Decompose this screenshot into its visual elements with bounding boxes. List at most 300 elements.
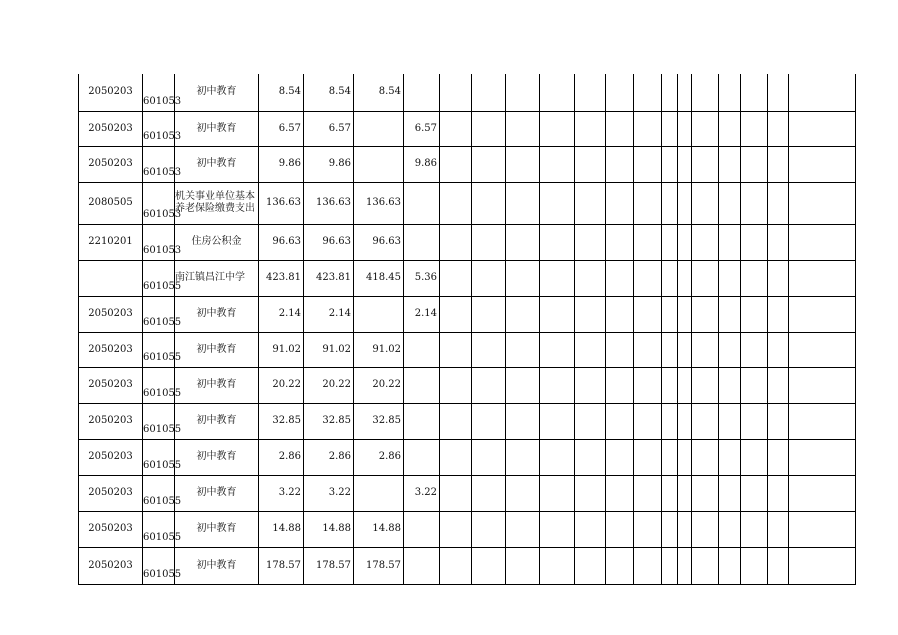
empty-cell xyxy=(719,146,741,182)
empty-cell xyxy=(540,367,575,403)
empty-cell xyxy=(540,182,575,224)
cell-item-name: 机关事业单位基本养老保险缴费支出 xyxy=(175,182,259,224)
empty-cell xyxy=(789,439,856,475)
empty-cell xyxy=(506,224,540,260)
empty-cell xyxy=(472,547,506,584)
empty-cell xyxy=(662,439,678,475)
empty-cell xyxy=(768,511,789,547)
empty-cell xyxy=(662,475,678,511)
cell-col-1: 6.57 xyxy=(304,111,354,146)
empty-cell xyxy=(678,146,692,182)
empty-cell xyxy=(768,403,789,439)
empty-cell xyxy=(606,182,634,224)
empty-cell xyxy=(506,296,540,332)
cell-col-1: 9.86 xyxy=(304,146,354,182)
cell-subject-code: 2050203 xyxy=(79,74,143,111)
empty-cell xyxy=(719,439,741,475)
empty-cell xyxy=(440,475,472,511)
empty-cell xyxy=(678,296,692,332)
empty-cell xyxy=(741,146,768,182)
empty-cell xyxy=(662,511,678,547)
cell-col-1: 91.02 xyxy=(304,332,354,367)
empty-cell xyxy=(692,332,719,367)
empty-cell xyxy=(606,74,634,111)
empty-cell xyxy=(575,296,606,332)
cell-item-name: 初中教育 xyxy=(175,439,259,475)
empty-cell xyxy=(789,182,856,224)
empty-cell xyxy=(440,146,472,182)
cell-total: 14.88 xyxy=(259,511,304,547)
cell-unit-code: 601055 xyxy=(143,403,175,439)
empty-cell xyxy=(634,296,662,332)
empty-cell xyxy=(440,403,472,439)
cell-col-2 xyxy=(354,296,404,332)
empty-cell xyxy=(719,367,741,403)
cell-col-3: 5.36 xyxy=(404,260,440,296)
empty-cell xyxy=(634,511,662,547)
empty-cell xyxy=(741,111,768,146)
empty-cell xyxy=(540,260,575,296)
empty-cell xyxy=(634,547,662,584)
empty-cell xyxy=(606,511,634,547)
empty-cell xyxy=(662,403,678,439)
cell-col-3: 3.22 xyxy=(404,475,440,511)
empty-cell xyxy=(692,475,719,511)
empty-cell xyxy=(575,547,606,584)
empty-cell xyxy=(789,296,856,332)
cell-col-2: 91.02 xyxy=(354,332,404,367)
empty-cell xyxy=(719,475,741,511)
empty-cell xyxy=(662,111,678,146)
empty-cell xyxy=(719,511,741,547)
cell-total: 178.57 xyxy=(259,547,304,584)
table-row xyxy=(79,182,856,224)
cell-total: 2.14 xyxy=(259,296,304,332)
empty-cell xyxy=(472,111,506,146)
empty-cell xyxy=(506,182,540,224)
empty-cell xyxy=(719,111,741,146)
cell-unit-code: 601053 xyxy=(143,74,175,111)
empty-cell xyxy=(719,260,741,296)
cell-col-2: 8.54 xyxy=(354,74,404,111)
empty-cell xyxy=(678,367,692,403)
empty-cell xyxy=(741,367,768,403)
empty-cell xyxy=(768,332,789,367)
empty-cell xyxy=(692,224,719,260)
empty-cell xyxy=(606,367,634,403)
empty-cell xyxy=(768,111,789,146)
cell-subject-code xyxy=(79,260,143,296)
cell-item-name: 初中教育 xyxy=(175,74,259,111)
cell-unit-code: 601055 xyxy=(143,260,175,296)
cell-unit-code: 601053 xyxy=(143,224,175,260)
empty-cell xyxy=(506,367,540,403)
cell-col-3 xyxy=(404,74,440,111)
empty-cell xyxy=(678,182,692,224)
empty-cell xyxy=(540,224,575,260)
empty-cell xyxy=(662,74,678,111)
empty-cell xyxy=(540,547,575,584)
empty-cell xyxy=(719,547,741,584)
empty-cell xyxy=(440,182,472,224)
empty-cell xyxy=(662,224,678,260)
empty-cell xyxy=(692,182,719,224)
empty-cell xyxy=(789,547,856,584)
cell-col-1: 2.86 xyxy=(304,439,354,475)
cell-col-1: 8.54 xyxy=(304,74,354,111)
cell-col-1: 136.63 xyxy=(304,182,354,224)
empty-cell xyxy=(789,74,856,111)
empty-cell xyxy=(606,146,634,182)
empty-cell xyxy=(634,146,662,182)
cell-subject-code: 2050203 xyxy=(79,475,143,511)
cell-col-2: 32.85 xyxy=(354,403,404,439)
empty-cell xyxy=(678,111,692,146)
empty-cell xyxy=(692,511,719,547)
empty-cell xyxy=(440,296,472,332)
cell-total: 2.86 xyxy=(259,439,304,475)
cell-unit-code: 601055 xyxy=(143,511,175,547)
empty-cell xyxy=(768,475,789,511)
empty-cell xyxy=(789,260,856,296)
cell-subject-code: 2050203 xyxy=(79,111,143,146)
cell-col-1: 14.88 xyxy=(304,511,354,547)
empty-cell xyxy=(575,111,606,146)
empty-cell xyxy=(440,111,472,146)
cell-col-3: 6.57 xyxy=(404,111,440,146)
empty-cell xyxy=(440,74,472,111)
empty-cell xyxy=(719,332,741,367)
cell-unit-code: 601053 xyxy=(143,146,175,182)
table-row xyxy=(79,146,856,182)
empty-cell xyxy=(506,332,540,367)
empty-cell xyxy=(472,475,506,511)
empty-cell xyxy=(575,332,606,367)
cell-item-name: 初中教育 xyxy=(175,547,259,584)
table-row xyxy=(79,111,856,146)
empty-cell xyxy=(540,439,575,475)
empty-cell xyxy=(634,182,662,224)
cell-col-1: 423.81 xyxy=(304,260,354,296)
table-row xyxy=(79,296,856,332)
empty-cell xyxy=(768,146,789,182)
empty-cell xyxy=(692,367,719,403)
empty-cell xyxy=(606,403,634,439)
cell-col-3: 2.14 xyxy=(404,296,440,332)
empty-cell xyxy=(540,332,575,367)
empty-cell xyxy=(575,74,606,111)
cell-col-2 xyxy=(354,111,404,146)
cell-subject-code: 2050203 xyxy=(79,439,143,475)
empty-cell xyxy=(719,224,741,260)
cell-col-3 xyxy=(404,511,440,547)
cell-col-2 xyxy=(354,146,404,182)
empty-cell xyxy=(662,146,678,182)
empty-cell xyxy=(472,439,506,475)
cell-item-name: 初中教育 xyxy=(175,296,259,332)
empty-cell xyxy=(472,367,506,403)
empty-cell xyxy=(768,260,789,296)
empty-cell xyxy=(741,511,768,547)
cell-unit-code: 601055 xyxy=(143,367,175,403)
table-row xyxy=(79,224,856,260)
empty-cell xyxy=(741,260,768,296)
cell-item-name: 初中教育 xyxy=(175,367,259,403)
empty-cell xyxy=(768,224,789,260)
cell-col-2: 20.22 xyxy=(354,367,404,403)
empty-cell xyxy=(741,296,768,332)
empty-cell xyxy=(678,332,692,367)
empty-cell xyxy=(506,111,540,146)
cell-item-name: 初中教育 xyxy=(175,511,259,547)
empty-cell xyxy=(741,332,768,367)
table-row xyxy=(79,511,856,547)
cell-total: 136.63 xyxy=(259,182,304,224)
cell-subject-code: 2050203 xyxy=(79,547,143,584)
empty-cell xyxy=(789,146,856,182)
empty-cell xyxy=(789,511,856,547)
cell-subject-code: 2050203 xyxy=(79,296,143,332)
empty-cell xyxy=(472,182,506,224)
empty-cell xyxy=(768,296,789,332)
empty-cell xyxy=(662,547,678,584)
cell-subject-code: 2050203 xyxy=(79,511,143,547)
empty-cell xyxy=(472,260,506,296)
cell-total: 20.22 xyxy=(259,367,304,403)
cell-subject-code: 2050203 xyxy=(79,146,143,182)
empty-cell xyxy=(662,182,678,224)
empty-cell xyxy=(768,182,789,224)
table-row xyxy=(79,439,856,475)
cell-col-1: 96.63 xyxy=(304,224,354,260)
cell-subject-code: 2210201 xyxy=(79,224,143,260)
cell-col-3 xyxy=(404,439,440,475)
cell-total: 96.63 xyxy=(259,224,304,260)
empty-cell xyxy=(692,146,719,182)
empty-cell xyxy=(768,439,789,475)
empty-cell xyxy=(440,511,472,547)
empty-cell xyxy=(506,146,540,182)
cell-subject-code: 2050203 xyxy=(79,403,143,439)
cell-unit-code: 601055 xyxy=(143,332,175,367)
empty-cell xyxy=(662,260,678,296)
empty-cell xyxy=(741,475,768,511)
empty-cell xyxy=(634,224,662,260)
empty-cell xyxy=(692,439,719,475)
cell-col-1: 20.22 xyxy=(304,367,354,403)
cell-item-name: 初中教育 xyxy=(175,475,259,511)
empty-cell xyxy=(741,403,768,439)
cell-item-name: 初中教育 xyxy=(175,403,259,439)
cell-total: 32.85 xyxy=(259,403,304,439)
cell-col-2 xyxy=(354,475,404,511)
empty-cell xyxy=(719,403,741,439)
empty-cell xyxy=(540,74,575,111)
empty-cell xyxy=(440,260,472,296)
empty-cell xyxy=(506,511,540,547)
empty-cell xyxy=(741,182,768,224)
empty-cell xyxy=(440,332,472,367)
empty-cell xyxy=(540,296,575,332)
cell-unit-code: 601053 xyxy=(143,111,175,146)
cell-item-name: 南江镇昌江中学 xyxy=(175,260,259,296)
empty-cell xyxy=(789,224,856,260)
empty-cell xyxy=(634,367,662,403)
cell-subject-code: 2050203 xyxy=(79,332,143,367)
empty-cell xyxy=(692,260,719,296)
cell-col-2: 418.45 xyxy=(354,260,404,296)
empty-cell xyxy=(692,74,719,111)
empty-cell xyxy=(506,74,540,111)
cell-col-3 xyxy=(404,224,440,260)
empty-cell xyxy=(506,547,540,584)
table-row xyxy=(79,332,856,367)
empty-cell xyxy=(692,403,719,439)
empty-cell xyxy=(678,547,692,584)
empty-cell xyxy=(440,224,472,260)
empty-cell xyxy=(662,367,678,403)
empty-cell xyxy=(506,475,540,511)
table-row xyxy=(79,403,856,439)
cell-unit-code: 601055 xyxy=(143,439,175,475)
empty-cell xyxy=(678,439,692,475)
cell-col-3 xyxy=(404,182,440,224)
empty-cell xyxy=(634,439,662,475)
empty-cell xyxy=(575,146,606,182)
empty-cell xyxy=(741,74,768,111)
empty-cell xyxy=(575,260,606,296)
cell-unit-code: 601055 xyxy=(143,296,175,332)
cell-subject-code: 2080505 xyxy=(79,182,143,224)
cell-total: 423.81 xyxy=(259,260,304,296)
empty-cell xyxy=(634,74,662,111)
empty-cell xyxy=(540,511,575,547)
cell-col-3 xyxy=(404,547,440,584)
empty-cell xyxy=(719,74,741,111)
cell-col-2: 2.86 xyxy=(354,439,404,475)
table-row xyxy=(79,367,856,403)
cell-col-3 xyxy=(404,403,440,439)
empty-cell xyxy=(540,111,575,146)
cell-col-3 xyxy=(404,367,440,403)
cell-col-3: 9.86 xyxy=(404,146,440,182)
empty-cell xyxy=(440,439,472,475)
empty-cell xyxy=(606,439,634,475)
empty-cell xyxy=(506,260,540,296)
empty-cell xyxy=(472,296,506,332)
empty-cell xyxy=(472,332,506,367)
empty-cell xyxy=(789,111,856,146)
cell-total: 8.54 xyxy=(259,74,304,111)
table-row xyxy=(79,74,856,111)
cell-total: 91.02 xyxy=(259,332,304,367)
empty-cell xyxy=(575,182,606,224)
cell-total: 6.57 xyxy=(259,111,304,146)
cell-item-name: 初中教育 xyxy=(175,111,259,146)
empty-cell xyxy=(606,260,634,296)
empty-cell xyxy=(540,475,575,511)
empty-cell xyxy=(741,547,768,584)
cell-item-name: 初中教育 xyxy=(175,146,259,182)
empty-cell xyxy=(472,224,506,260)
empty-cell xyxy=(789,403,856,439)
empty-cell xyxy=(692,296,719,332)
empty-cell xyxy=(719,182,741,224)
cell-unit-code: 601053 xyxy=(143,182,175,224)
empty-cell xyxy=(606,296,634,332)
table-row xyxy=(79,475,856,511)
empty-cell xyxy=(506,439,540,475)
empty-cell xyxy=(575,367,606,403)
empty-cell xyxy=(789,332,856,367)
empty-cell xyxy=(692,547,719,584)
empty-cell xyxy=(606,332,634,367)
empty-cell xyxy=(472,511,506,547)
empty-cell xyxy=(575,403,606,439)
empty-cell xyxy=(575,224,606,260)
cell-unit-code: 601055 xyxy=(143,547,175,584)
empty-cell xyxy=(472,74,506,111)
cell-col-1: 32.85 xyxy=(304,403,354,439)
empty-cell xyxy=(472,403,506,439)
empty-cell xyxy=(678,260,692,296)
cell-col-1: 178.57 xyxy=(304,547,354,584)
empty-cell xyxy=(634,475,662,511)
empty-cell xyxy=(662,332,678,367)
empty-cell xyxy=(741,439,768,475)
empty-cell xyxy=(678,511,692,547)
table-row xyxy=(79,260,856,296)
empty-cell xyxy=(634,111,662,146)
cell-col-2: 96.63 xyxy=(354,224,404,260)
empty-cell xyxy=(789,367,856,403)
empty-cell xyxy=(606,111,634,146)
empty-cell xyxy=(789,475,856,511)
empty-cell xyxy=(540,403,575,439)
empty-cell xyxy=(634,260,662,296)
empty-cell xyxy=(768,367,789,403)
budget-table xyxy=(78,74,856,585)
cell-total: 3.22 xyxy=(259,475,304,511)
empty-cell xyxy=(440,547,472,584)
empty-cell xyxy=(741,224,768,260)
cell-col-2: 136.63 xyxy=(354,182,404,224)
empty-cell xyxy=(540,146,575,182)
empty-cell xyxy=(634,403,662,439)
empty-cell xyxy=(606,224,634,260)
empty-cell xyxy=(575,511,606,547)
empty-cell xyxy=(719,296,741,332)
empty-cell xyxy=(678,475,692,511)
cell-col-2: 178.57 xyxy=(354,547,404,584)
empty-cell xyxy=(506,403,540,439)
cell-item-name: 初中教育 xyxy=(175,332,259,367)
empty-cell xyxy=(768,74,789,111)
empty-cell xyxy=(606,547,634,584)
cell-unit-code: 601055 xyxy=(143,475,175,511)
empty-cell xyxy=(678,224,692,260)
cell-col-1: 2.14 xyxy=(304,296,354,332)
empty-cell xyxy=(768,547,789,584)
empty-cell xyxy=(678,74,692,111)
table-row xyxy=(79,547,856,584)
empty-cell xyxy=(634,332,662,367)
empty-cell xyxy=(678,403,692,439)
empty-cell xyxy=(575,475,606,511)
cell-col-1: 3.22 xyxy=(304,475,354,511)
empty-cell xyxy=(440,367,472,403)
cell-subject-code: 2050203 xyxy=(79,367,143,403)
